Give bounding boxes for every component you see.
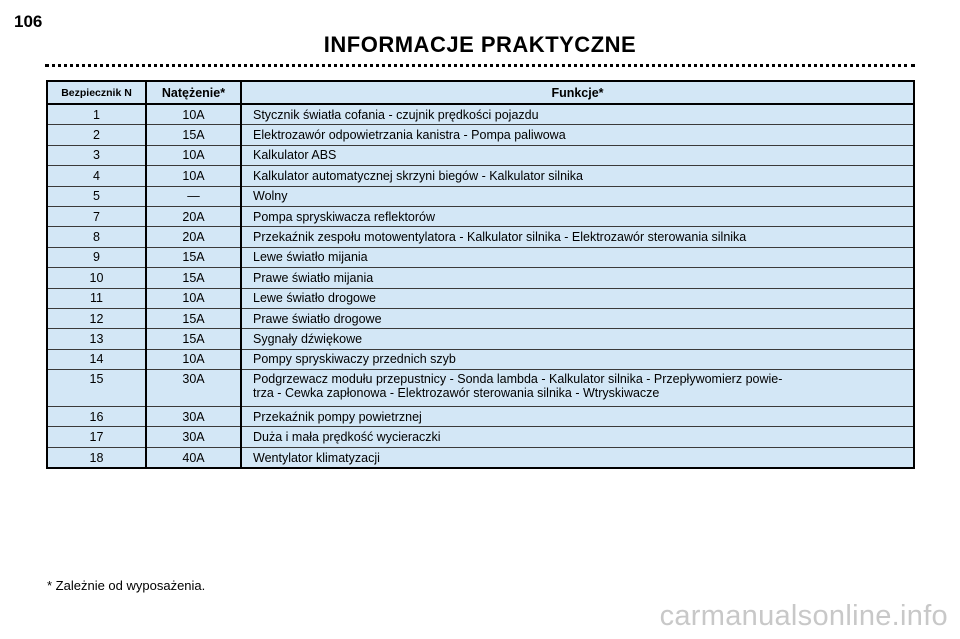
table-row [47,145,914,165]
fuse-functions: Lewe światło mijania [241,247,914,267]
fuse-amperage: — [146,186,241,206]
fuse-number: 4 [47,166,146,186]
fuse-number: 16 [47,407,146,427]
fuse-amperage: 30A [146,407,241,427]
fuse-number: 7 [47,206,146,226]
fuse-amperage: 10A [146,145,241,165]
fuse-amperage: 10A [146,166,241,186]
fuse-number: 13 [47,329,146,349]
footnote: * Zależnie od wyposażenia. [47,578,206,593]
fuse-functions: Prawe światło mijania [241,268,914,288]
fuse-amperage: 15A [146,329,241,349]
table-row [47,288,914,308]
fuse-amperage: 20A [146,227,241,247]
header-fuse: Bezpiecznik N [47,81,146,104]
fuse-table [46,80,915,469]
header-amperage: Natężenie* [146,81,241,104]
fuse-functions [241,370,914,407]
table-row [47,227,914,247]
header-functions: Funkcje* [241,81,914,104]
fuse-amperage: 10A [146,104,241,125]
fuse-amperage: 20A [146,206,241,226]
page-title: INFORMACJE PRAKTYCZNE [323,32,637,57]
fuse-number: 14 [47,349,146,369]
table-row [47,247,914,267]
fuse-functions: Wolny [241,186,914,206]
fuse-number: 12 [47,308,146,328]
table-row [47,104,914,125]
table-row [47,186,914,206]
watermark: carmanualsonline.info [659,600,948,632]
fuse-number: 5 [47,186,146,206]
fuse-number: 1 [47,104,146,125]
table-row [47,125,914,145]
fuse-number: 10 [47,268,146,288]
table-row [47,447,914,468]
table-header-row [47,81,914,104]
fuse-amperage: 15A [146,308,241,328]
fuse-functions-line: Podgrzewacz modułu przepustnicy - Sonda lambda - Kalkulator silnika - Przepływomierz powie- [253,372,783,387]
table-row [47,427,914,447]
table-row [47,329,914,349]
table-row [47,206,914,226]
fuse-number: 18 [47,447,146,468]
table-row [47,370,914,407]
fuse-amperage: 10A [146,288,241,308]
fuse-functions: Elektrozawór odpowietrzania kanistra - Pompa paliwowa [241,125,914,145]
fuse-amperage: 10A [146,349,241,369]
fuse-functions-line: trza - Cewka zapłonowa - Elektrozawór sterowania silnika - Wtryskiwacze [253,386,660,401]
fuse-functions: Lewe światło drogowe [241,288,914,308]
fuse-functions: Przekaźnik zespołu motowentylatora - Kalkulator silnika - Elektrozawór sterowania silnika [241,227,914,247]
fuse-functions: Duża i mała prędkość wycieraczki [241,427,914,447]
fuse-number: 3 [47,145,146,165]
fuse-amperage: 15A [146,125,241,145]
fuse-functions: Prawe światło drogowe [241,308,914,328]
fuse-amperage: 15A [146,247,241,267]
fuse-functions: Kalkulator ABS [241,145,914,165]
dotted-divider [45,64,915,67]
table-row [47,407,914,427]
table-row [47,349,914,369]
table-row [47,166,914,186]
fuse-amperage: 15A [146,268,241,288]
fuse-amperage: 40A [146,447,241,468]
fuse-functions: Sygnały dźwiękowe [241,329,914,349]
fuse-functions: Wentylator klimatyzacji [253,450,380,465]
fuse-amperage: 30A [146,427,241,447]
table-row [47,268,914,288]
fuse-number: 8 [47,227,146,247]
fuse-functions: Stycznik światła cofania - czujnik prędkości pojazdu [241,104,914,125]
page-number: 106 [14,12,43,31]
fuse-functions: Przekaźnik pompy powietrznej [241,407,914,427]
fuse-number: 9 [47,247,146,267]
fuse-amperage: 30A [146,370,241,407]
fuse-number: 11 [47,288,146,308]
fuse-number: 15 [47,370,146,407]
fuse-number: 17 [47,427,146,447]
fuse-functions: Pompy spryskiwaczy przednich szyb [241,349,914,369]
fuse-functions: Pompa spryskiwacza reflektorów [241,206,914,226]
fuse-number: 2 [47,125,146,145]
fuse-functions: Kalkulator automatycznej skrzyni biegów - Kalkulator silnika [241,166,914,186]
table-row [47,308,914,328]
